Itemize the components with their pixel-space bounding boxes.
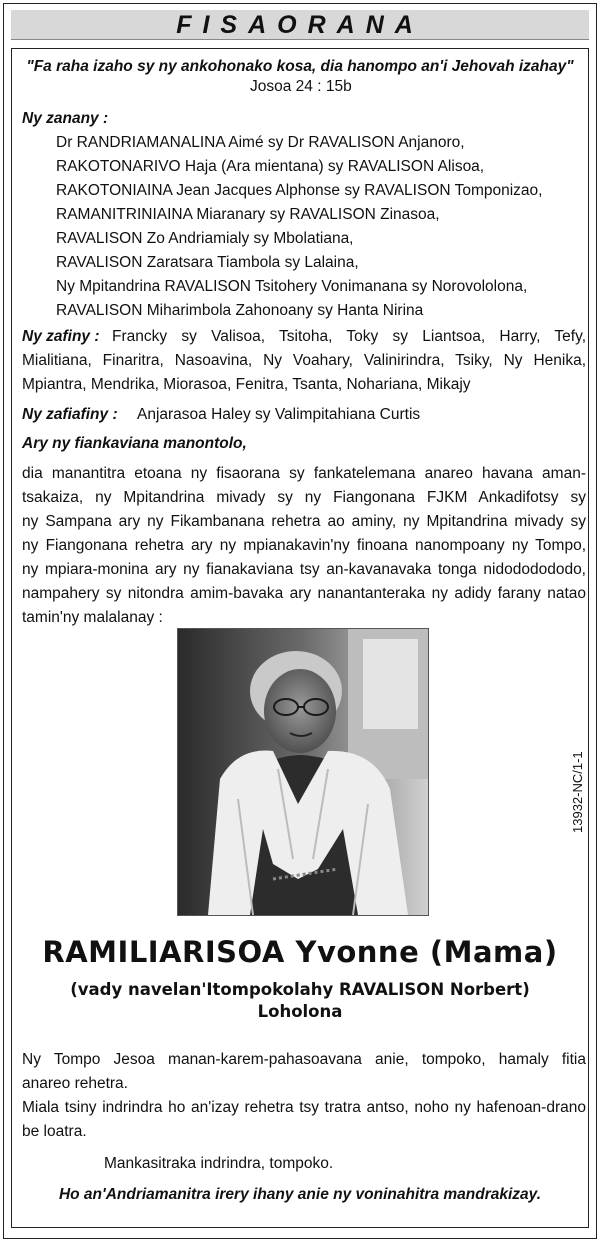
apology-line: be loatra. [22,1123,87,1140]
apology-line: Miala tsiny indrindra ho an'izay rehetra tsy tratra antso, noho ny hafenoan-drano [22,1099,586,1116]
bible-quote: "Fa raha izaho sy ny ankohonako kosa, dia hanompo an'i Jehovah izahay" [26,58,574,75]
thanks-line: dia manantitra etoana ny fisaorana sy fankatelemana anareo havana aman- [22,465,586,482]
reference-code-text: 13932-NC/1-1 [570,751,585,833]
child-line: RAVALISON Miharimbola Zahonoany sy Hanta Nirina [56,302,424,319]
grandchildren-line: Mpiantra, Mendrika, Miorasoa, Fenitra, Tsanta, Nohariana, Mikajy [22,376,471,393]
thanks-line: tsakaiza, ny Mpitandrina mivady sy ny Fiangonana FJKM Ankadifotsy sy [22,489,586,506]
children-heading: Ny zanany : [22,110,109,127]
deceased-place: Loholona [257,1002,343,1021]
grandchildren-heading: Ny zafiny : [22,328,100,345]
great-grandchildren-heading: Ny zafiafiny : [22,406,118,423]
blessing-line: anareo rehetra. [22,1075,128,1092]
child-line: RAKOTONARIVO Haja (Ara mientana) sy RAVALISON Alisoa, [56,158,485,175]
reference-code [568,715,586,835]
grandchildren-line: Mialitiana, Finaritra, Nasoavina, Ny Voahary, Valinirindra, Tsiky, Ny Henika, [22,352,586,369]
child-line: RAVALISON Zaratsara Tiambola sy Lalaina, [56,254,359,271]
portrait-photo [177,628,429,916]
child-line: RAKOTONIAINA Jean Jacques Alphonse sy RAVALISON Tomponizao, [56,182,543,199]
child-line: RAMANITRINIAINA Miaranary sy RAVALISON Zinasoa, [56,206,440,223]
family-heading: Ary ny fiankaviana manontolo, [22,435,247,452]
thanks-line: nampahery sy nitondra amim-bavaka ary nanantanteraka ny adidy farany natao [22,585,586,602]
deceased-name: RAMILIARISOA Yvonne (Mama) [42,935,558,969]
grandchildren-line: Francky sy Valisoa, Tsitoha, Toky sy Liantsoa, Harry, Tefy, [112,328,586,345]
portrait-illustration [178,629,428,915]
header-bar [11,10,589,40]
bible-reference: Josoa 24 : 15b [250,78,352,95]
final-blessing: Ho an'Andriamanitra irery ihany anie ny voninahitra mandrakizay. [58,1186,542,1203]
great-grandchildren-text: Anjarasoa Haley sy Valimpitahiana Curtis [137,406,421,423]
thanks-line: ny mpiara-monina ary ny fianakaviana tsy an-kavanavaka tonga nidododododo, [22,561,586,578]
thanks-text: Mankasitraka indrindra, tompoko. [104,1155,334,1172]
blessing-line: Ny Tompo Jesoa manan-karem-pahasoavana anie, tompoko, hamaly fitia [22,1051,586,1068]
child-line: Dr RANDRIAMANALINA Aimé sy Dr RAVALISON Anjanoro, [56,134,465,151]
deceased-spouse: (vady navelan'Itompokolahy RAVALISON Norbert) [70,980,530,999]
thanks-line: tamin'ny malalanay : [22,609,163,626]
child-line: RAVALISON Zo Andriamialy sy Mbolatiana, [56,230,354,247]
child-line: Ny Mpitandrina RAVALISON Tsitohery Vonimanana sy Norovololona, [56,278,528,295]
thanks-line: ny Sampana ary ny Fikambanana rehetra ao aminy, ny Mpitandrina mivady sy [22,513,586,530]
notice-title: FISAORANA [176,11,424,39]
thanks-line: ny Fiangonana rehetra ary ny mpianakavin'ny finoana nanompoany ny Tompo, [22,537,586,554]
